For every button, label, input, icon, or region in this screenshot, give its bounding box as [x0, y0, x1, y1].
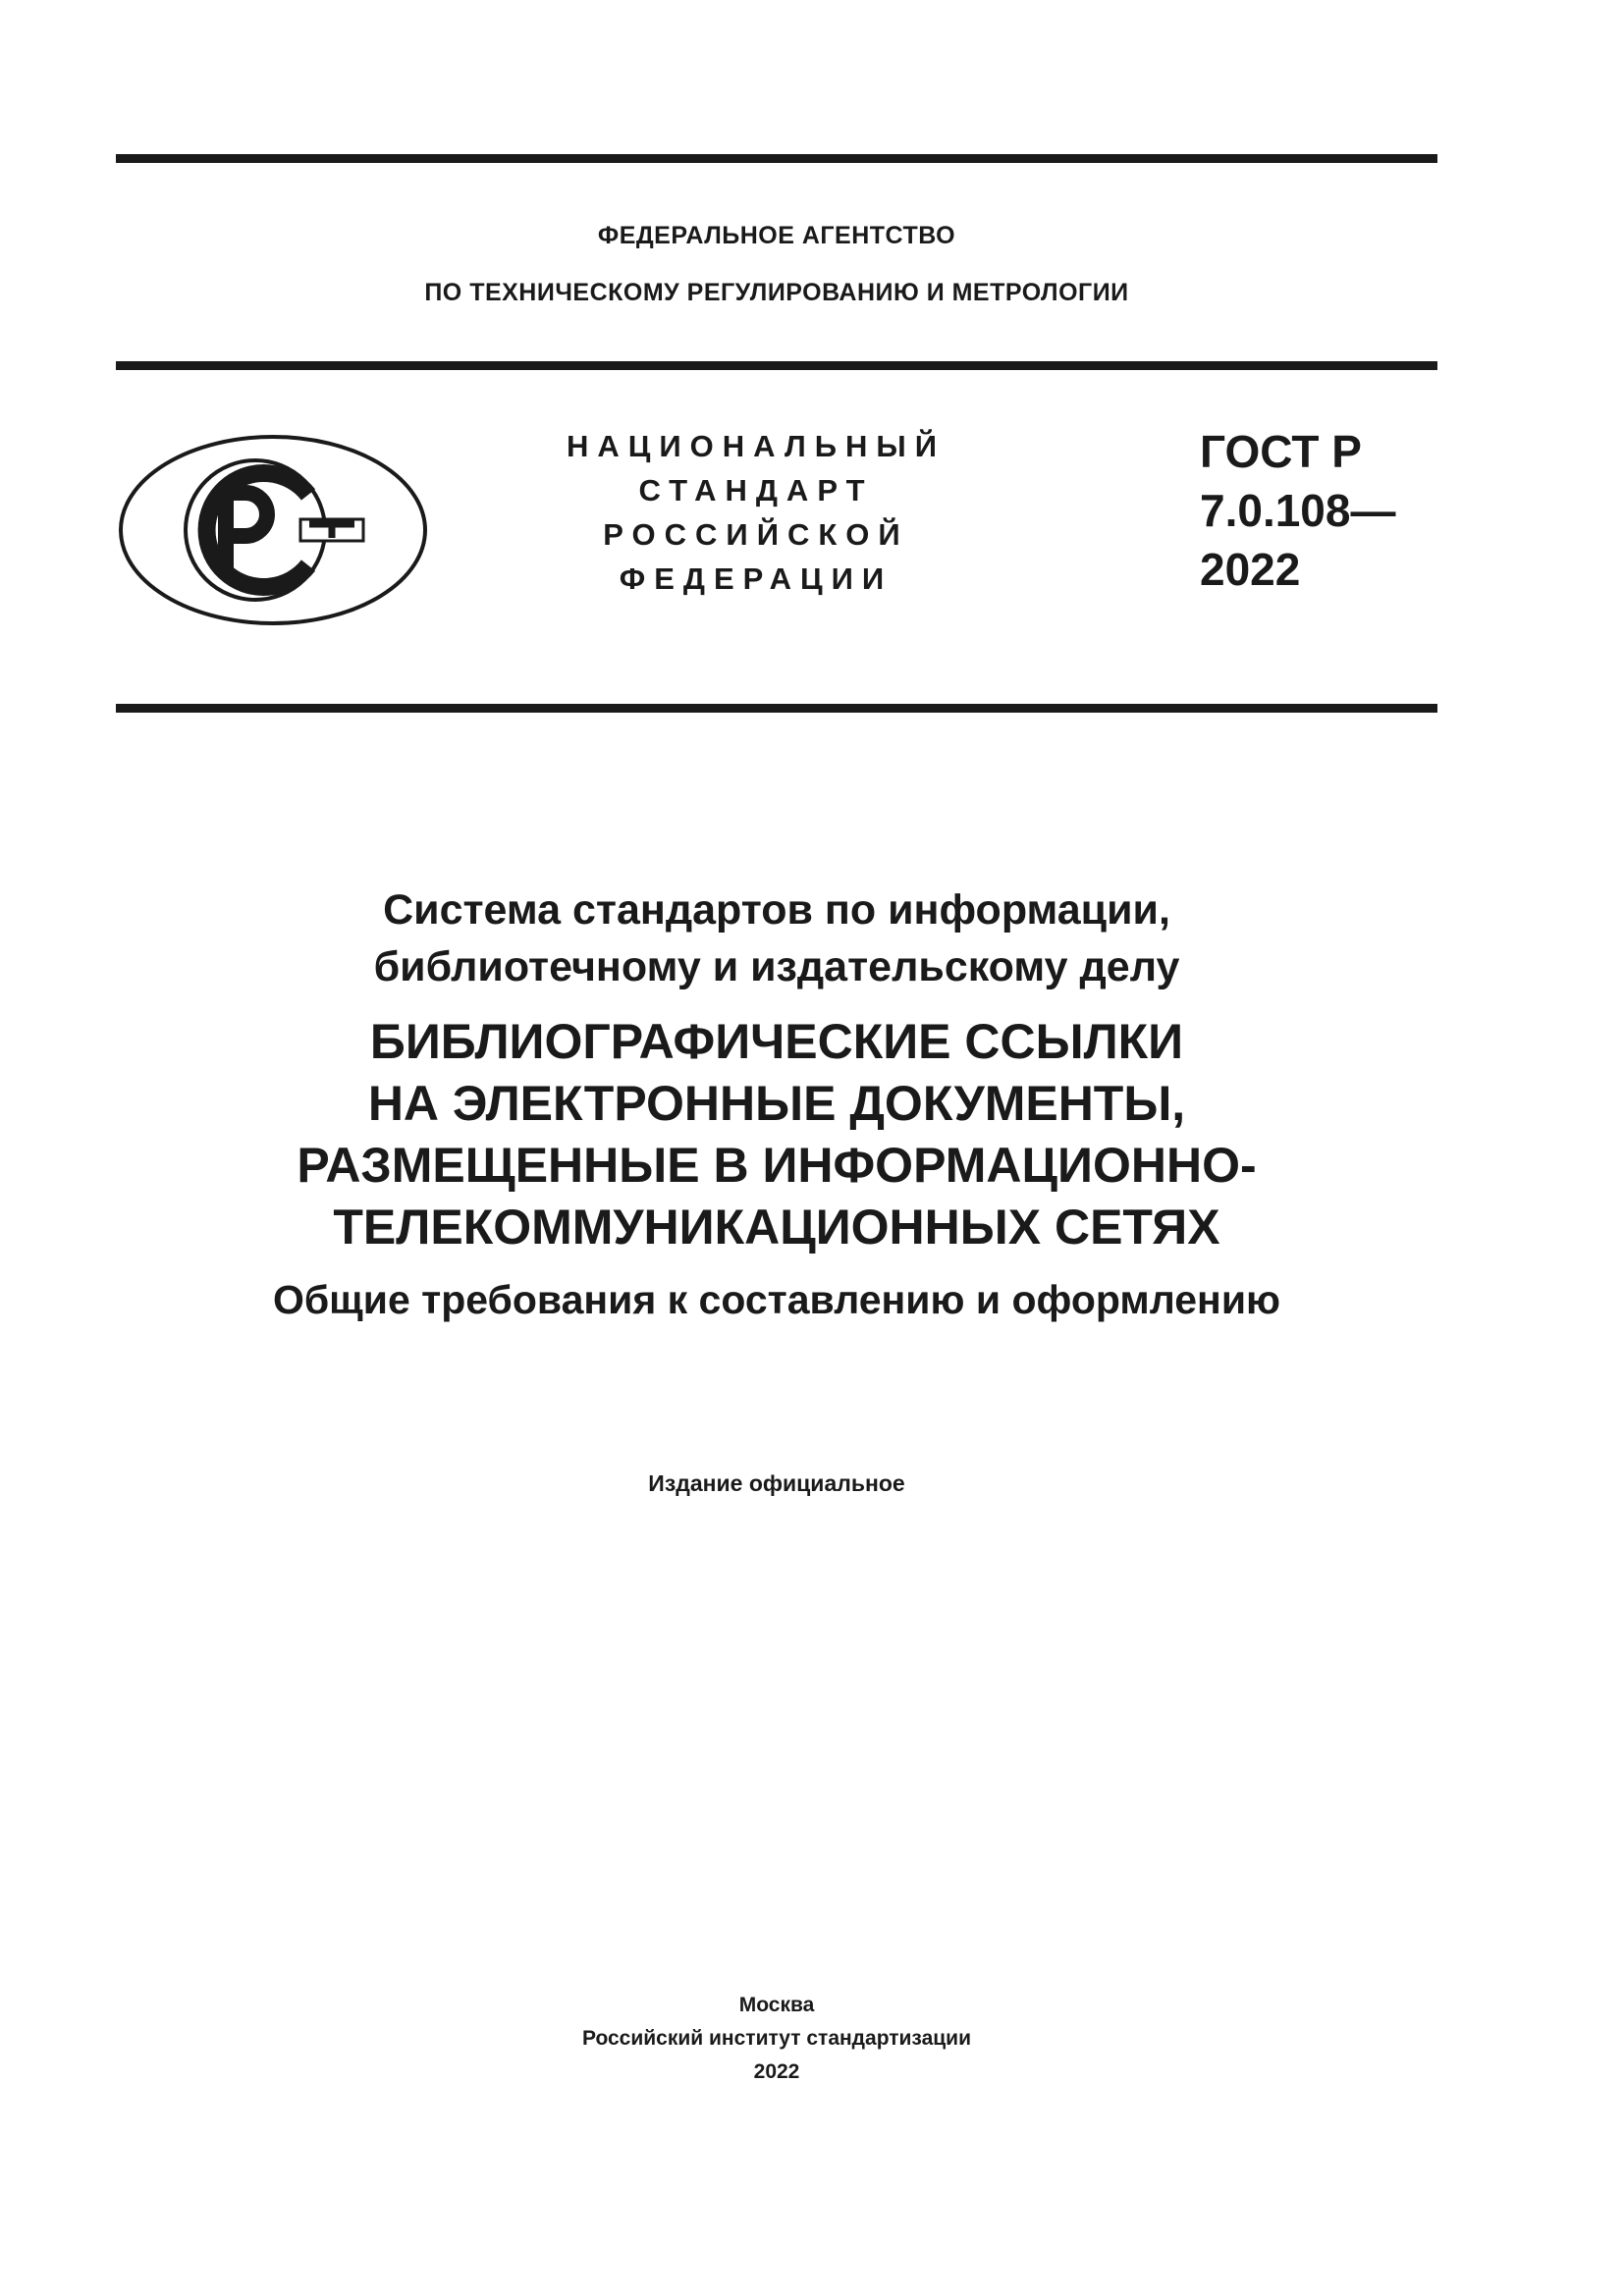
- series-line: Система стандартов по информации,: [383, 886, 1170, 934]
- subtitle: Общие требования к составлению и оформлению: [272, 1277, 1281, 1322]
- rst-gost-emblem-svg: [116, 432, 430, 628]
- main-title-line: БИБЛИОГРАФИЧЕСКИЕ ССЫЛКИ: [369, 1014, 1184, 1069]
- series-title: [116, 881, 1437, 995]
- header-rule: [116, 361, 1437, 370]
- edition-label: Издание официальное: [648, 1470, 905, 1496]
- imprint: [116, 1989, 1437, 2089]
- standard-block-rule: [116, 704, 1437, 713]
- national-standard-label: [520, 424, 992, 601]
- agency-line-1: ФЕДЕРАЛЬНОЕ АГЕНТСТВО: [597, 222, 956, 249]
- title-block: [116, 881, 1437, 1327]
- main-title-line: НА ЭЛЕКТРОННЫЕ ДОКУМЕНТЫ,: [367, 1076, 1186, 1131]
- code-line: 2022: [1200, 544, 1301, 595]
- standard-code: [1200, 422, 1435, 599]
- rst-gost-emblem-icon: [116, 432, 430, 628]
- top-rule: [116, 154, 1437, 163]
- main-title-line: РАЗМЕЩЕННЫЕ В ИНФОРМАЦИОННО-: [297, 1138, 1257, 1193]
- agency-line-2: ПО ТЕХНИЧЕСКОМУ РЕГУЛИРОВАНИЮ И МЕТРОЛОГИИ: [424, 279, 1129, 306]
- imprint-city: Москва: [738, 1994, 815, 2016]
- main-title: [116, 1011, 1437, 1258]
- national-line: СТАНДАРТ: [638, 473, 874, 507]
- national-line: РОССИЙСКОЙ: [603, 517, 909, 552]
- imprint-publisher: Российский институт стандартизации: [581, 2027, 972, 2050]
- national-line: НАЦИОНАЛЬНЫЙ: [566, 429, 947, 463]
- imprint-year: 2022: [753, 2060, 800, 2083]
- code-line: 7.0.108—: [1200, 485, 1396, 536]
- national-line: ФЕДЕРАЦИИ: [619, 561, 893, 596]
- series-line: библиотечному и издательскому делу: [373, 943, 1180, 990]
- main-title-line: ТЕЛЕКОММУНИКАЦИОННЫХ СЕТЯХ: [333, 1200, 1220, 1255]
- code-line: ГОСТ Р: [1200, 426, 1362, 477]
